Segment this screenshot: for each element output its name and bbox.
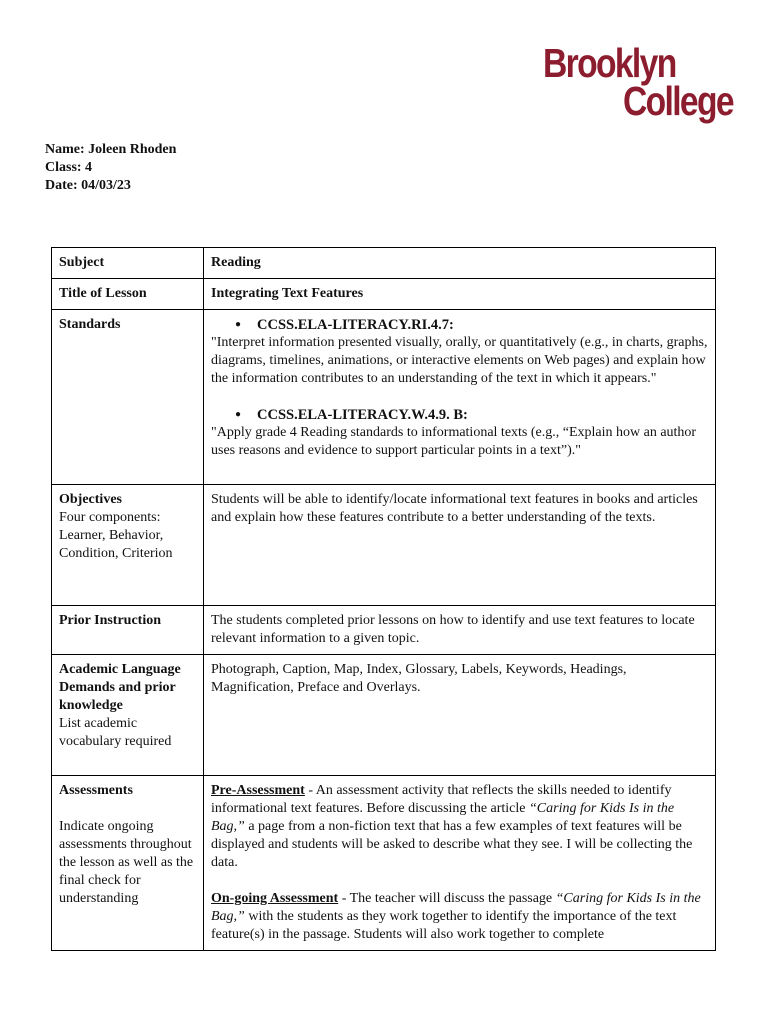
pre-assessment-title: Pre-Assessment — [211, 783, 305, 798]
objectives-label: Objectives — [59, 492, 122, 507]
prior-instruction-label: Prior Instruction — [52, 606, 204, 655]
prior-instruction-value: The students completed prior lessons on how to identify and use text features to locate relevant information to a given topic. — [204, 606, 716, 655]
lesson-plan-table — [51, 247, 716, 951]
academic-language-row — [52, 655, 716, 776]
class-number: Class: 4 — [45, 160, 93, 175]
assessments-label: Assessments — [59, 783, 133, 798]
logo-line-1: Brooklyn — [543, 40, 676, 86]
assessments-label-cell — [52, 776, 204, 951]
student-name: Name: Joleen Rhoden — [45, 142, 177, 157]
assessments-row — [52, 776, 716, 951]
academic-language-label: Academic Language Demands and prior knowledge — [59, 662, 181, 713]
standard-item — [211, 406, 709, 460]
ongoing-assessment-text-a: - The teacher will discuss the passage — [338, 891, 556, 906]
logo-line-2: College — [623, 78, 733, 124]
ongoing-assessment-title: On-going Assessment — [211, 891, 339, 906]
assessments-sublabel: Indicate ongoing assessments throughout the lesson as well as the final check for understanding — [59, 819, 194, 906]
standard-text: "Apply grade 4 Reading standards to informational texts (e.g., “Explain how an author uses reasons and evidence to support particular points in a text”)." — [211, 425, 697, 458]
subject-label: Subject — [52, 248, 204, 279]
standards-row — [52, 310, 716, 485]
title-value: Integrating Text Features — [204, 279, 716, 310]
prior-instruction-row — [52, 606, 716, 655]
title-label: Title of Lesson — [52, 279, 204, 310]
objectives-label-cell — [52, 485, 204, 606]
objectives-row — [52, 485, 716, 606]
subject-row — [52, 248, 716, 279]
standards-label: Standards — [52, 310, 204, 485]
brooklyn-college-logo — [540, 40, 733, 130]
subject-value: Reading — [204, 248, 716, 279]
objectives-value: Students will be able to identify/locate informational text features in books and articles and explain how these features contribute to a better understanding of the texts. — [204, 485, 716, 606]
pre-assessment-paragraph — [211, 782, 709, 872]
standards-value — [204, 310, 716, 485]
objectives-sublabel: Four components: Learner, Behavior, Condition, Criterion — [59, 510, 173, 561]
lesson-date: Date: 04/03/23 — [45, 178, 131, 193]
title-row — [52, 279, 716, 310]
academic-language-sublabel: List academic vocabulary required — [59, 716, 172, 749]
pre-assessment-text-a: - An assessment activity that reflects the skills needed to identify informational text features. Before discussing the article — [211, 783, 672, 816]
standard-code: ● CCSS.ELA-LITERACY.RI.4.7: — [235, 316, 709, 334]
pre-assessment-text-b: a page from a non-fiction text that has a few examples of text features will be displayed and students will be asked to describe what they see. I will be collecting the data. — [211, 819, 693, 870]
assessments-value — [204, 776, 716, 951]
ongoing-assessment-article: “Caring for Kids Is in the Bag,” — [211, 891, 701, 924]
header-info — [45, 141, 176, 195]
standard-text: "Interpret information presented visually, orally, or quantitatively (e.g., in charts, graphs, diagrams, timelines, animations, or interactive elements on Web pages) and explain how the information contributes to an understanding of the text in which it appears." — [211, 335, 708, 386]
standard-item — [211, 316, 709, 388]
ongoing-assessment-paragraph — [211, 890, 709, 944]
standard-code: ● CCSS.ELA-LITERACY.W.4.9. B: — [235, 406, 709, 424]
academic-language-value: Photograph, Caption, Map, Index, Glossary, Labels, Keywords, Headings, Magnification, Preface and Overlays. — [204, 655, 716, 776]
ongoing-assessment-text-b: with the students as they work together to identify the importance of the text feature(s) in the passage. Students will also work together to complete — [211, 909, 677, 942]
academic-language-label-cell — [52, 655, 204, 776]
pre-assessment-article: “Caring for Kids Is in the Bag,” — [211, 801, 675, 834]
